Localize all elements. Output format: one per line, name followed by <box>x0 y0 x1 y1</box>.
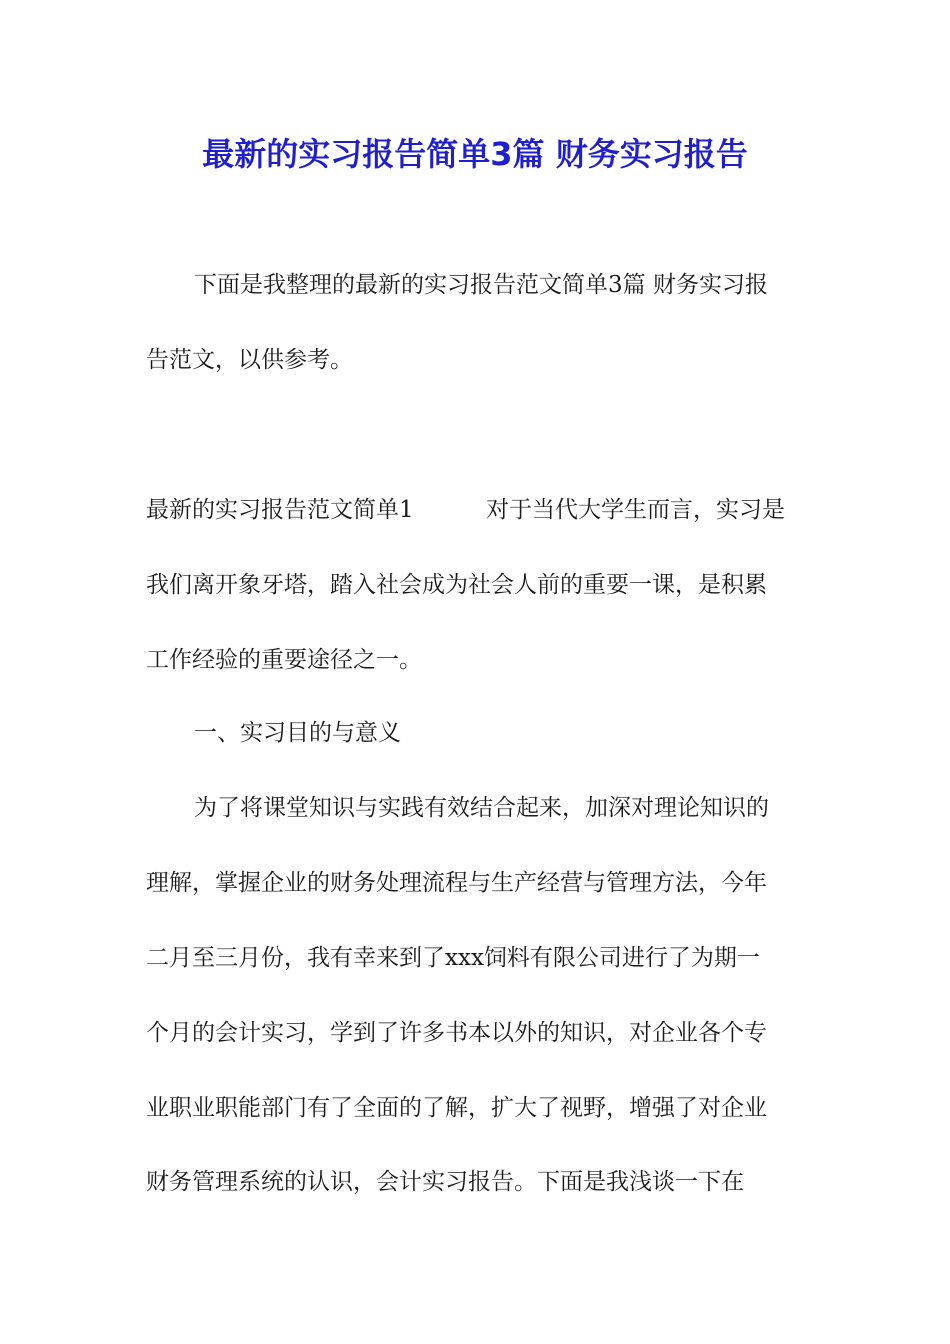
heading-purpose: 一、实习目的与意义 <box>194 720 401 746</box>
para1-line-3: 二月至三月份，我有幸来到了xxx饲料有限公司进行了为期一 <box>146 945 760 971</box>
section1-line-3: 工作经验的重要途径之一。 <box>146 647 422 673</box>
para1-line-2: 理解，掌握企业的财务处理流程与生产经营与管理方法，今年 <box>146 870 767 896</box>
para1-line-5: 业职业职能部门有了全面的了解，扩大了视野，增强了对企业 <box>146 1095 767 1121</box>
section1-line-1 <box>146 490 806 530</box>
section1-label: 最新的实习报告范文简单1 <box>146 497 414 523</box>
para1-line-4: 个月的会计实习，学到了许多书本以外的知识，对企业各个专 <box>146 1020 767 1046</box>
para1-line-6: 财务管理系统的认识，会计实习报告。下面是我浅谈一下在 <box>146 1169 744 1195</box>
intro-line-1: 下面是我整理的最新的实习报告范文简单3篇 财务实习报 <box>194 272 768 298</box>
intro-line-2: 告范文，以供参考。 <box>146 347 353 373</box>
section1-line-1-text: 对于当代大学生而言，实习是 <box>486 497 785 523</box>
section1-line-2: 我们离开象牙塔，踏入社会成为社会人前的重要一课，是积累 <box>146 572 767 598</box>
para1-line-1: 为了将课堂知识与实践有效结合起来，加深对理论知识的 <box>194 795 769 821</box>
document-title: 最新的实习报告简单3篇 财务实习报告 <box>202 135 748 173</box>
